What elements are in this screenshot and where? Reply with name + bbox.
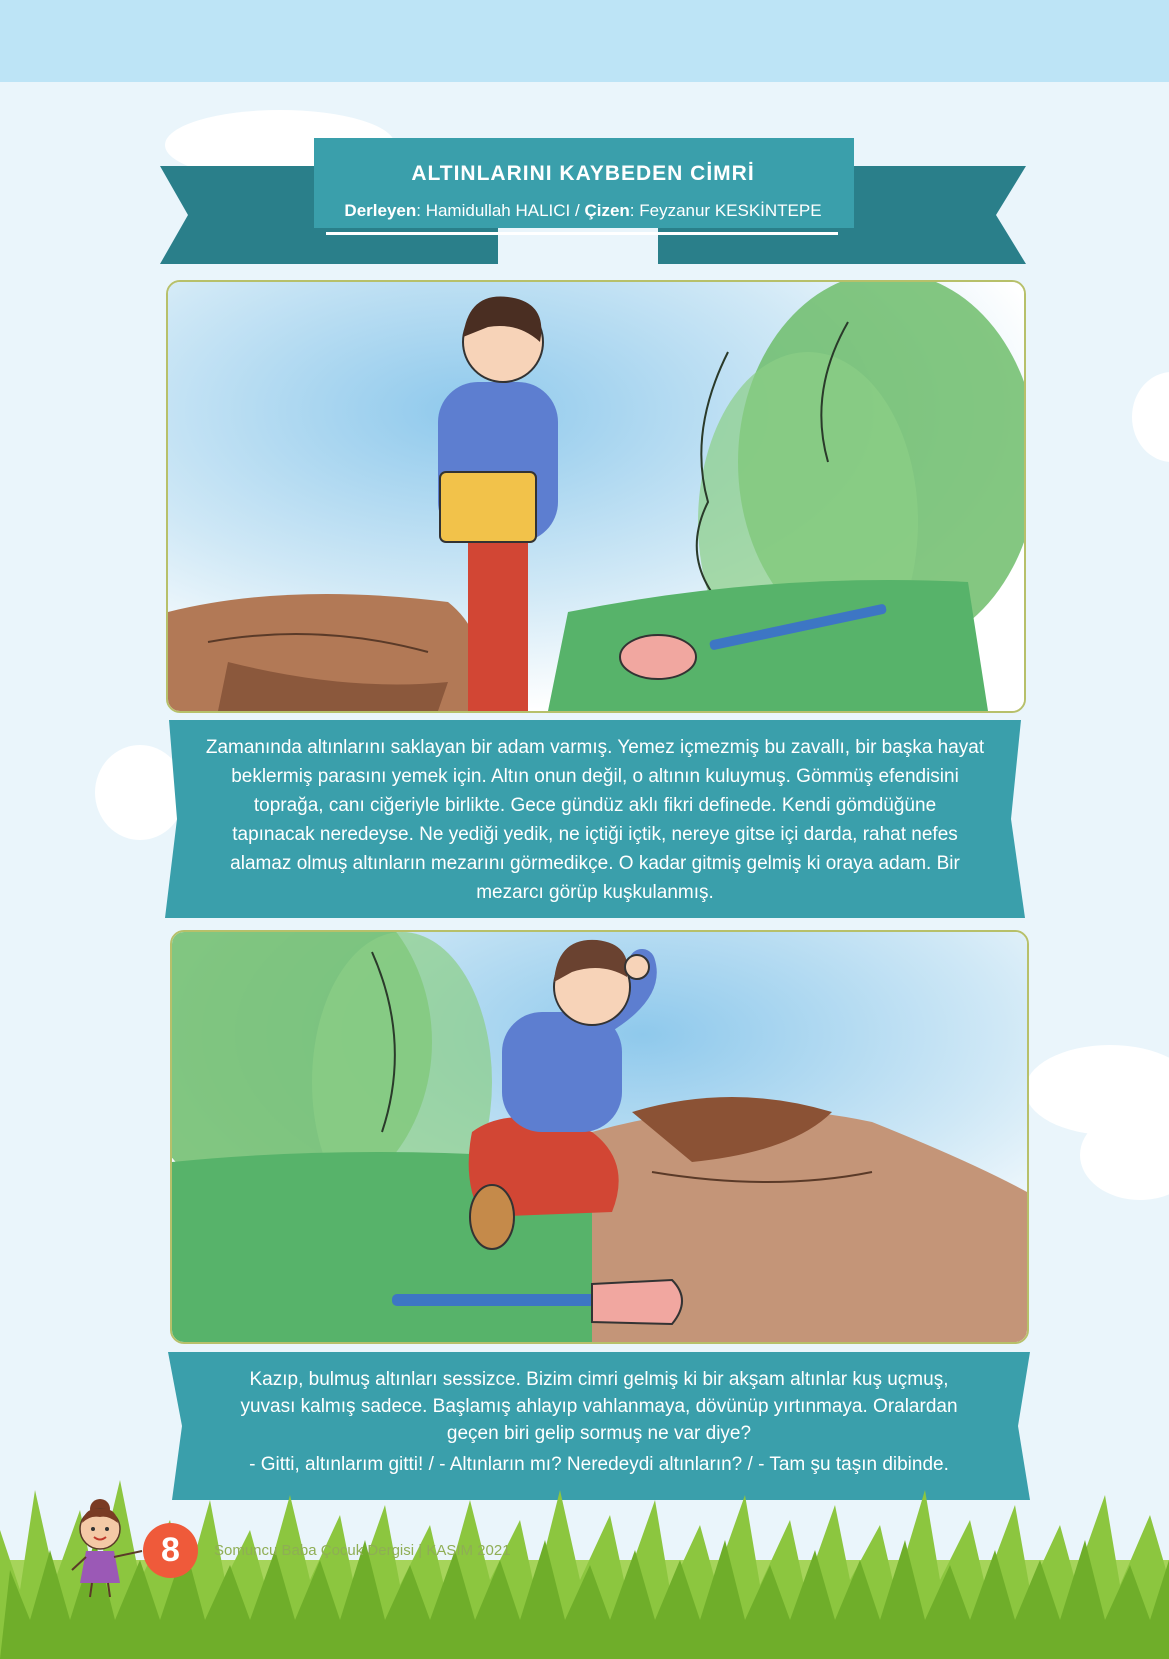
paragraph-1 [185, 733, 1005, 907]
paragraph-line: mezarcı görüp kuşkulanmış. [476, 882, 714, 903]
paragraph-line: Zamanında altınlarını saklayan bir adam varmış. Yemez içmezmiş bu zavallı, bir başka hayat [205, 737, 985, 758]
paragraph-line: - Gitti, altınlarım gitti! / - Altınların mı? Neredeydi altınların? / - Tam şu taşın dibinde. [249, 1454, 949, 1475]
paragraph-line: alamaz olmuş altınların mezarını görmedikçe. O kadar gitmiş gelmiş ki oraya adam. Bir [230, 853, 960, 874]
compiler-label: Derleyen [344, 201, 417, 220]
story-title: ALTINLARINI KAYBEDEN CİMRİ [411, 162, 755, 185]
illustrator-label: Çizen [584, 201, 630, 220]
girl-mascot-icon [70, 1495, 145, 1600]
paragraph-line: geçen biri gelip sormuş ne var diye? [446, 1423, 752, 1444]
compiler-name: : Hamidullah HALICI / [416, 201, 585, 220]
paragraph-line: beklermiş parasını yemek için. Altın onun değil, o altının kuluymuş. Gömmüş efendisini [231, 766, 959, 787]
paragraph-2 [188, 1366, 1010, 1478]
story-paragraph-banner-1 [165, 720, 1025, 918]
magazine-footer-text: Somuncu Baba Çocuk Dergisi | KASIM 2021 [214, 1542, 511, 1559]
illustrator-name: : Feyzanur KESKİNTEPE [629, 201, 822, 220]
illustration-man-holding-chest [166, 280, 1026, 713]
paragraph-line: Kazıp, bulmuş altınları sessizce. Bizim cimri gelmiş ki bir akşam altınlar kuş uçmuş, [249, 1369, 949, 1390]
cloud-decoration [1132, 372, 1169, 462]
top-sky-band [0, 0, 1169, 82]
paragraph-line: tapınacak neredeyse. Ne yediği yedik, ne içtiği içtik, nereye gitse içi darda, rahat nefes [232, 824, 958, 845]
paragraph-line: toprağa, canı ciğeriyle birlikte. Gece gündüz aklı fikri definede. Kendi gömdüğüne [253, 795, 937, 816]
paragraph-line: yuvası kalmış sadece. Başlamış ahlayıp vahlanmaya, dövünüp yırtınmaya. Oralardan [240, 1396, 958, 1417]
page-number-badge: 8 [143, 1523, 198, 1578]
illustration-man-kneeling-by-hole [170, 930, 1029, 1344]
credits-line [314, 201, 852, 221]
